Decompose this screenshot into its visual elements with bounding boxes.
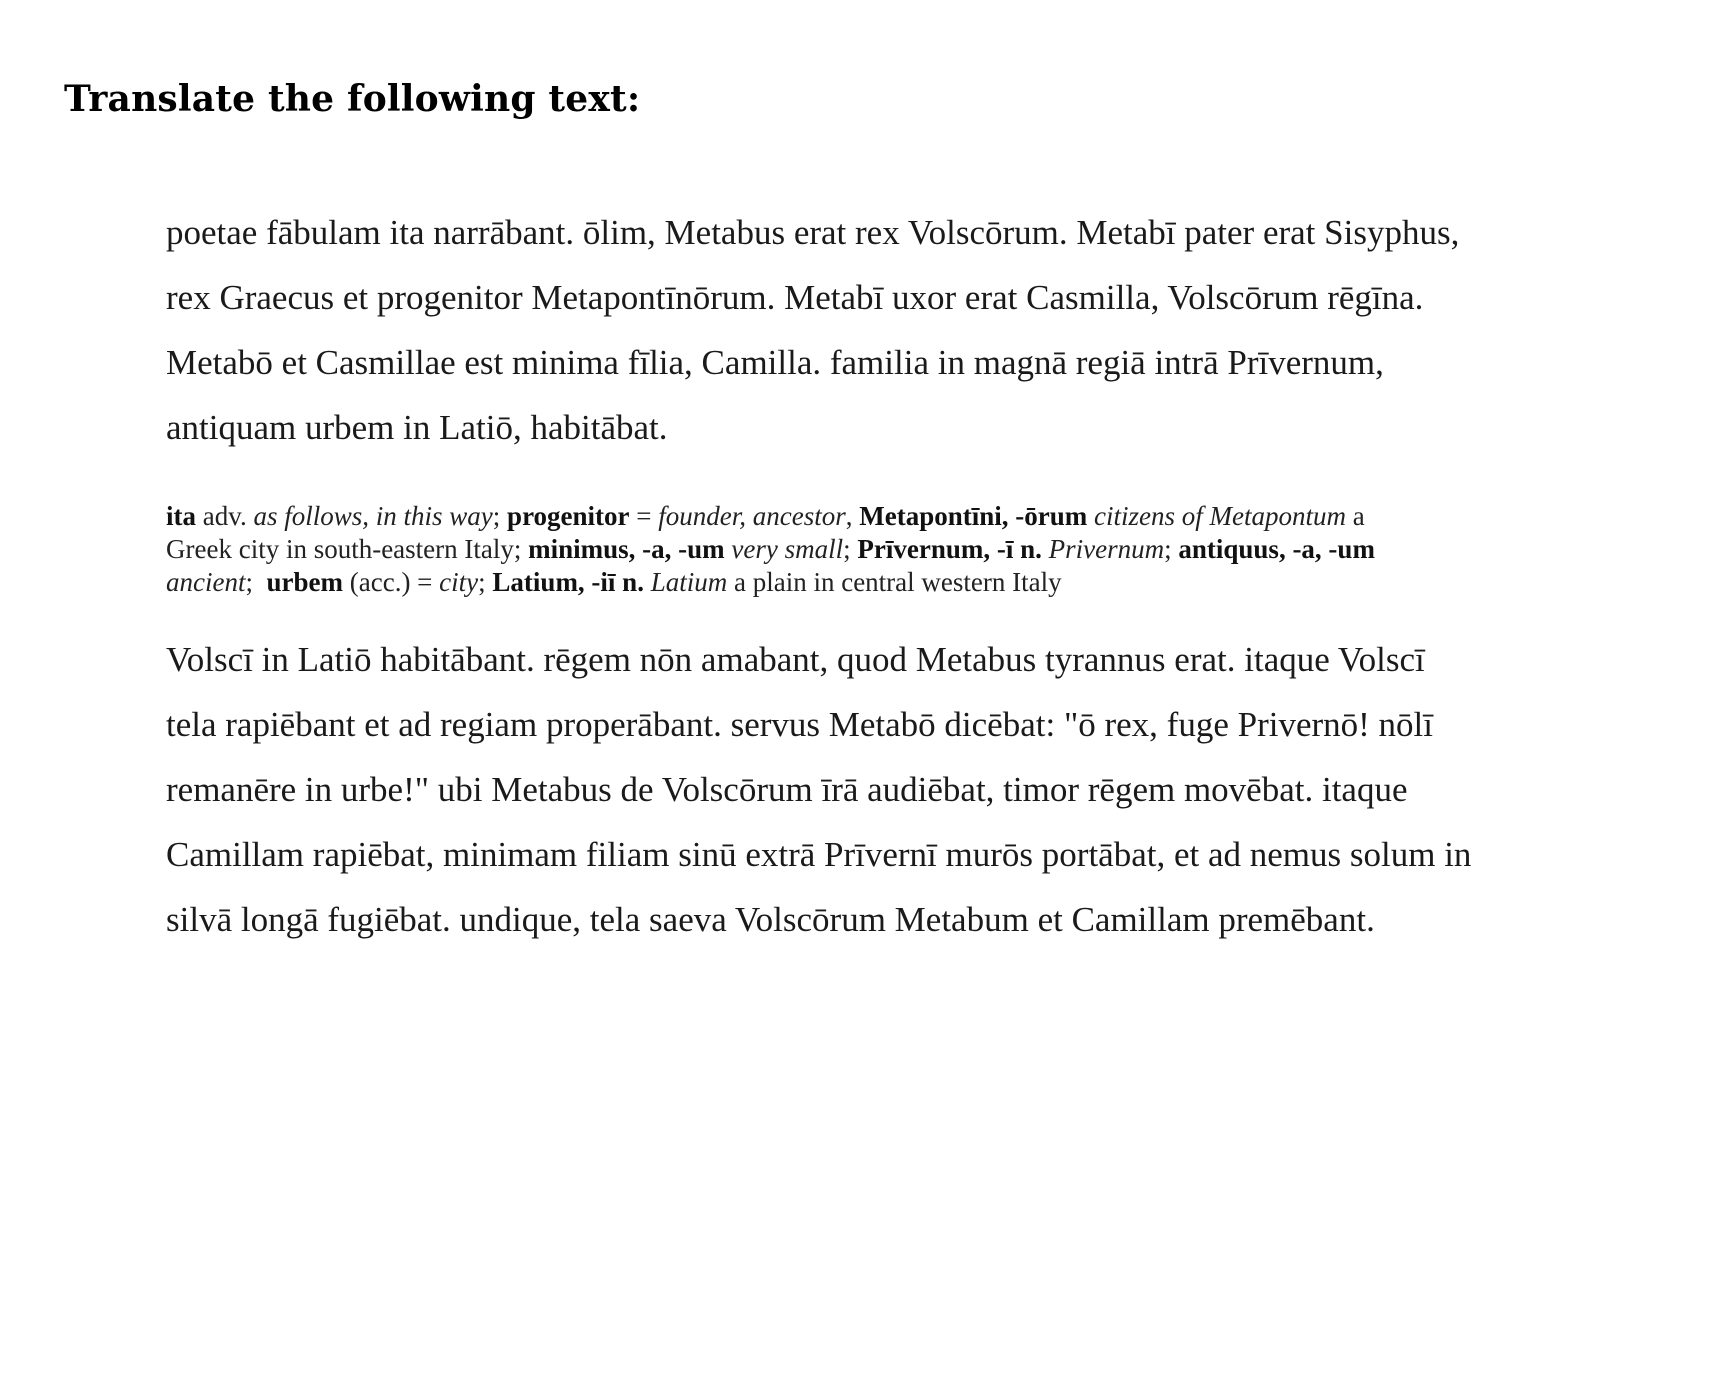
vocab-text [1042, 534, 1049, 564]
vocab-word: Prīvernum, -ī n. [857, 534, 1042, 564]
vocab-text: a [1345, 501, 1365, 531]
vocab-word: Latium, -iī n. [492, 567, 644, 597]
vocab-separator: ; [843, 534, 858, 564]
vocab-line [166, 500, 1586, 533]
vocab-line [166, 533, 1586, 566]
passage-line: remanēre in urbe!" ubi Metabus de Volscōrum īrā audiēbat, timor rēgem movēbat. itaque [166, 770, 1408, 809]
vocab-word: minimus, -a, -um [528, 534, 725, 564]
passage-line: rex Graecus et progenitor Metapontīnōrum. Metabī uxor erat Casmilla, Volscōrum rēgīna. [166, 278, 1424, 317]
vocab-meaning: Latium [650, 567, 728, 597]
latin-passage-1 [166, 200, 1586, 460]
vocab-line [166, 566, 1586, 599]
instruction-heading: Translate the following text: [64, 78, 641, 120]
vocab-meaning: founder, ancestor [658, 501, 846, 531]
vocab-separator: ; [245, 567, 267, 597]
vocab-word: progenitor [507, 501, 630, 531]
vocab-text: (acc.) = [343, 567, 440, 597]
passage-line: Volscī in Latiō habitābant. rēgem nōn amabant, quod Metabus tyrannus erat. itaque Volscī [166, 640, 1425, 679]
vocab-meaning: citizens of Metapontum [1094, 501, 1346, 531]
scanned-text-image [166, 200, 1586, 952]
vocab-separator: , [845, 501, 860, 531]
vocab-meaning: Privernum [1048, 534, 1165, 564]
vocab-separator: ; [492, 501, 508, 531]
vocab-text [644, 567, 651, 597]
passage-line: Metabō et Casmillae est minima fīlia, Camilla. familia in magnā regiā intrā Prīvernum, [166, 343, 1384, 382]
passage-line: antiquam urbem in Latiō, habitābat. [166, 408, 668, 447]
vocab-text: = [629, 501, 659, 531]
vocab-meaning: as follows, in this way [253, 501, 493, 531]
vocab-separator: ; [478, 567, 493, 597]
vocab-text: adv. [196, 501, 254, 531]
vocab-separator: ; [1164, 534, 1179, 564]
vocab-word: urbem [266, 567, 343, 597]
vocab-word: ita [166, 501, 196, 531]
vocab-meaning: ancient [166, 567, 246, 597]
vocab-meaning: very small [731, 534, 844, 564]
passage-line: tela rapiēbant et ad regiam properābant. servus Metabō dicēbat: "ō rex, fuge Privernō! nōlī [166, 705, 1434, 744]
passage-line: poetae fābulam ita narrābant. ōlim, Metabus erat rex Volscōrum. Metabī pater erat Sisyphus, [166, 213, 1460, 252]
vocabulary-notes [166, 500, 1586, 599]
vocab-meaning: city [439, 567, 479, 597]
vocab-text: Greek city in south-eastern Italy; [166, 534, 529, 564]
passage-line: silvā longā fugiēbat. undique, tela saeva Volscōrum Metabum et Camillam premēbant. [166, 900, 1375, 939]
vocab-word: antiquus, -a, -um [1178, 534, 1375, 564]
passage-line: Camillam rapiēbat, minimam filiam sinū extrā Prīvernī murōs portābat, et ad nemus solum in [166, 835, 1472, 874]
vocab-text [1087, 501, 1094, 531]
latin-passage-2 [166, 627, 1586, 952]
vocab-text: a plain in central western Italy [727, 567, 1062, 597]
vocab-word: Metapontīni, -ōrum [859, 501, 1088, 531]
